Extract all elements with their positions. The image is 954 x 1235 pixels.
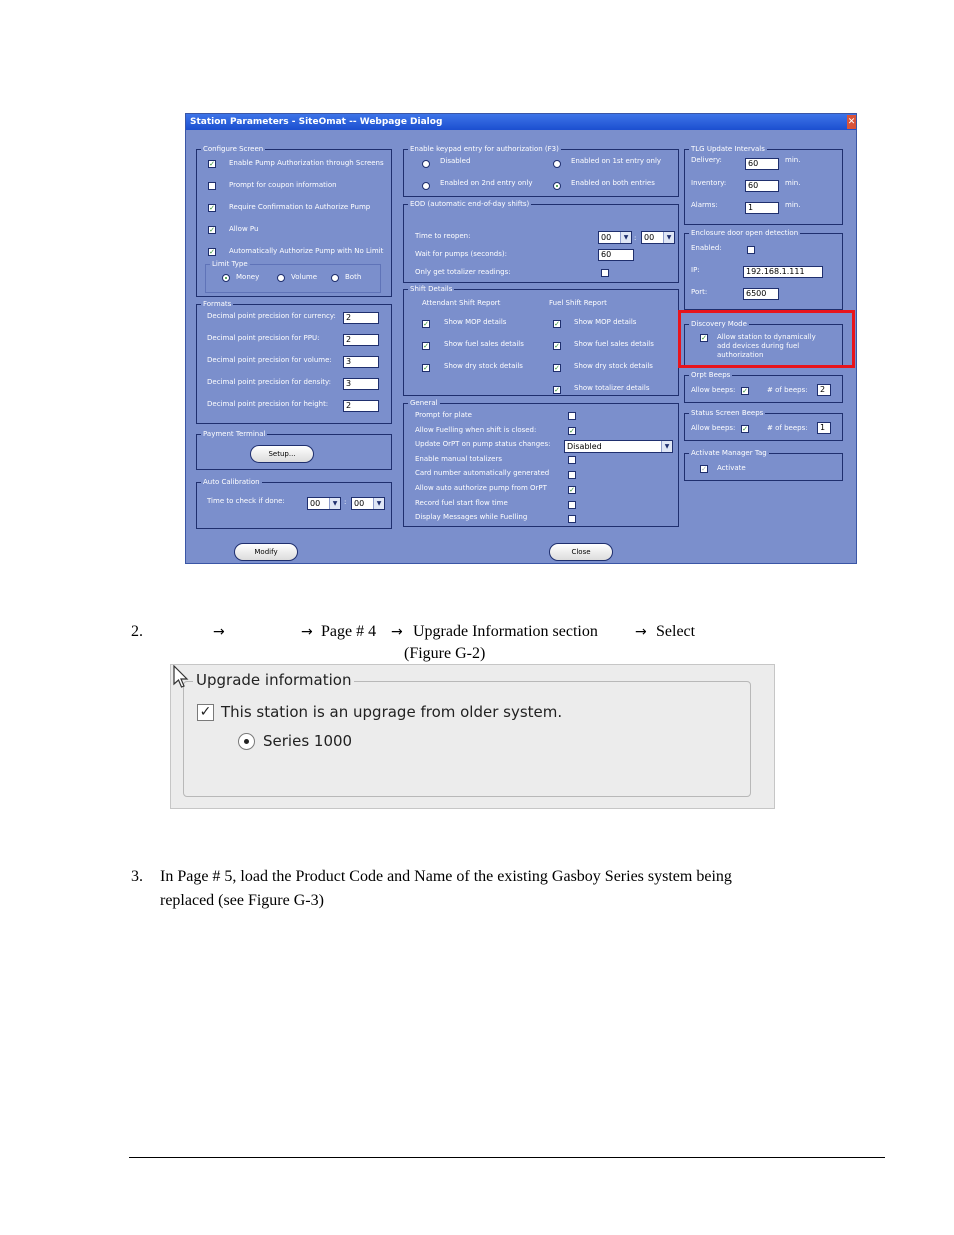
auto-calibration-label: Time to check if done:: [207, 497, 285, 505]
configure-screen-group: [196, 145, 392, 297]
auto-authorize-orpt-label: Allow auto authorize pump from OrPT: [415, 484, 547, 492]
att-mop-checkbox[interactable]: ✓: [423, 320, 429, 328]
record-flow-checkbox[interactable]: [568, 501, 576, 509]
currency-precision-input[interactable]: 2: [343, 312, 379, 324]
status-allow-checkbox[interactable]: ✓: [742, 425, 748, 433]
display-messages-label: Display Messages while Fuelling: [415, 513, 528, 521]
enclosure-door-legend: Enclosure door open detection: [691, 229, 799, 237]
figure-g2-caption: (Figure G-2): [404, 645, 486, 662]
delivery-unit: min.: [785, 156, 801, 164]
keypad-disabled-label: Disabled: [440, 157, 471, 165]
alarms-unit: min.: [785, 201, 801, 209]
keypad-disabled-radio[interactable]: [422, 160, 430, 168]
auto-calibration-group: [196, 478, 392, 529]
enclosure-door-group: [684, 229, 843, 310]
inventory-label: Inventory:: [691, 179, 727, 187]
dialog-footer: [186, 539, 856, 564]
status-beeps-legend: Status Screen Beeps: [691, 409, 764, 417]
card-number-checkbox[interactable]: [568, 471, 576, 479]
reopen-minute-select[interactable]: [641, 231, 675, 244]
fuel-mop-label: Show MOP details: [574, 318, 637, 326]
limit-type-group: [205, 260, 381, 293]
limit-money-label: Money: [236, 273, 260, 281]
auto-authorize-label: Automatically Authorize Pump with No Limit: [229, 247, 384, 255]
auto-calibration-minute-select[interactable]: [351, 497, 385, 510]
step-3-line-2: replaced (see Figure G-3): [160, 892, 324, 909]
limit-both-radio[interactable]: [331, 274, 339, 282]
reopen-separator: :: [634, 234, 637, 242]
height-precision-input[interactable]: 2: [343, 400, 379, 412]
orpt-beeps-group: [684, 371, 843, 403]
shift-details-legend: Shift Details: [410, 285, 453, 293]
keypad-first-entry-label: Enabled on 1st entry only: [571, 157, 662, 165]
auto-calibration-hour-value: 00: [310, 499, 321, 508]
eod-legend: EOD (automatic end-of-day shifts): [410, 200, 530, 208]
port-label: Port:: [691, 288, 708, 296]
manager-tag-label: Activate: [717, 464, 746, 472]
step-2-page: Page # 4: [321, 623, 377, 640]
close-button[interactable]: Close: [549, 543, 613, 561]
fuel-totalizer-checkbox[interactable]: ✓: [554, 386, 560, 394]
arrow-right-icon: →: [391, 624, 403, 640]
reopen-hour-select[interactable]: [598, 231, 632, 244]
fuel-fuel-sales-label: Show fuel sales details: [574, 340, 654, 348]
enable-pump-auth-label: Enable Pump Authorization through Screens: [229, 159, 384, 167]
enable-pump-auth-checkbox[interactable]: ✓: [209, 160, 215, 168]
record-flow-label: Record fuel start flow time: [415, 499, 508, 507]
prompt-coupon-label: Prompt for coupon information: [229, 181, 337, 189]
auto-calibration-minute-value: 00: [354, 499, 365, 508]
arrow-right-icon: →: [301, 624, 313, 640]
orpt-beeps-legend: Orpt Beeps: [691, 371, 731, 379]
delivery-input[interactable]: 60: [745, 158, 779, 170]
att-fuel-sales-label: Show fuel sales details: [444, 340, 524, 348]
keypad-entry-legend: Enable keypad entry for authorization (F3): [410, 145, 559, 153]
ip-input[interactable]: 192.168.1.111: [743, 266, 823, 278]
upgrade-station-label: This station is an upgrage from older system.: [221, 703, 563, 721]
setup-button[interactable]: Setup...: [250, 445, 314, 463]
general-legend: General: [410, 399, 438, 407]
fuel-fuel-sales-checkbox[interactable]: ✓: [554, 342, 560, 350]
upgrade-information-title: Upgrade information: [193, 671, 354, 689]
upgrade-information-panel: [170, 664, 775, 809]
upgrade-station-checkbox[interactable]: ✓: [197, 704, 214, 721]
volume-precision-label: Decimal point precision for volume:: [207, 356, 332, 364]
arrow-right-icon: →: [635, 624, 647, 640]
att-dry-stock-label: Show dry stock details: [444, 362, 523, 370]
reopen-time-label: Time to reopen:: [415, 232, 471, 240]
chevron-down-icon: ▼: [620, 232, 631, 243]
update-orpt-select[interactable]: [564, 440, 673, 453]
discovery-mode-highlight: [678, 310, 855, 368]
inventory-input[interactable]: 60: [745, 180, 779, 192]
port-input[interactable]: 6500: [743, 288, 779, 300]
keypad-both-entries-radio[interactable]: [553, 182, 561, 190]
orpt-allow-label: Allow beeps:: [691, 386, 736, 394]
manager-tag-legend: Activate Manager Tag: [691, 449, 767, 457]
manual-totalizers-checkbox[interactable]: [568, 456, 576, 464]
general-group: [403, 399, 679, 527]
keypad-both-entries-label: Enabled on both entries: [571, 179, 655, 187]
alarms-input[interactable]: 1: [745, 202, 779, 214]
reopen-minute-value: 00: [644, 233, 655, 242]
require-confirmation-label: Require Confirmation to Authorize Pump: [229, 203, 371, 211]
keypad-second-entry-radio[interactable]: [422, 182, 430, 190]
density-precision-label: Decimal point precision for density:: [207, 378, 332, 386]
manager-tag-checkbox[interactable]: ✓: [701, 465, 707, 473]
attendant-report-header: Attendant Shift Report: [422, 299, 501, 307]
update-orpt-label: Update OrPT on pump status changes:: [415, 440, 551, 448]
display-messages-checkbox[interactable]: [568, 515, 576, 523]
close-icon[interactable]: ✕: [847, 117, 856, 127]
keypad-entry-group: [403, 145, 679, 197]
footer-rule: [129, 1157, 885, 1158]
allow-fuelling-checkbox[interactable]: ✓: [569, 427, 575, 435]
enclosure-enabled-label: Enabled:: [691, 244, 722, 252]
wait-pumps-input[interactable]: 60: [598, 249, 634, 261]
ppu-precision-label: Decimal point precision for PPU:: [207, 334, 320, 342]
inventory-unit: min.: [785, 179, 801, 187]
discovery-mode-checkbox[interactable]: ✓: [701, 334, 707, 342]
keypad-second-entry-label: Enabled on 2nd entry only: [440, 179, 533, 187]
limit-type-legend: Limit Type: [212, 260, 248, 268]
currency-precision-label: Decimal point precision for currency:: [207, 312, 336, 320]
payment-terminal-group: [196, 430, 392, 470]
ppu-precision-input[interactable]: 2: [343, 334, 379, 346]
series-1000-label: Series 1000: [263, 732, 353, 750]
require-confirmation-checkbox[interactable]: ✓: [209, 204, 215, 212]
reopen-hour-value: 00: [601, 233, 612, 242]
series-1000-radio[interactable]: [238, 733, 255, 750]
step-3-line-1: In Page # 5, load the Product Code and Name of the existing Gasboy Series system being: [160, 868, 732, 885]
fuel-mop-checkbox[interactable]: ✓: [554, 320, 560, 328]
allow-fuelling-label: Allow Fuelling when shift is closed:: [415, 426, 537, 434]
prompt-coupon-checkbox[interactable]: [208, 182, 216, 190]
fuel-totalizer-label: Show totalizer details: [574, 384, 650, 392]
volume-precision-input[interactable]: 3: [343, 356, 379, 368]
status-count-input[interactable]: 1: [817, 422, 831, 434]
wait-pumps-label: Wait for pumps (seconds):: [415, 250, 507, 258]
status-count-label: # of beeps:: [767, 424, 808, 432]
station-parameters-dialog: [185, 113, 857, 564]
height-precision-label: Decimal point precision for height:: [207, 400, 329, 408]
fuel-dry-stock-label: Show dry stock details: [574, 362, 653, 370]
auto-authorize-orpt-checkbox[interactable]: ✓: [569, 486, 575, 494]
chevron-down-icon: ▼: [661, 441, 672, 452]
prompt-plate-label: Prompt for plate: [415, 411, 472, 419]
discovery-line-2: add devices during fuel: [717, 342, 800, 350]
chevron-down-icon: ▼: [329, 498, 340, 509]
alarms-label: Alarms:: [691, 201, 718, 209]
orpt-allow-checkbox[interactable]: ✓: [742, 387, 748, 395]
step-2-number: 2.: [131, 623, 143, 640]
update-orpt-value: Disabled: [567, 442, 602, 451]
limit-volume-label: Volume: [291, 273, 318, 281]
keypad-first-entry-radio[interactable]: [553, 160, 561, 168]
totalizer-only-checkbox[interactable]: [601, 269, 609, 277]
configure-screen-legend: Configure Screen: [203, 145, 264, 153]
totalizer-only-label: Only get totalizer readings:: [415, 268, 511, 276]
auto-authorize-checkbox[interactable]: ✓: [209, 248, 215, 256]
ip-label: IP:: [691, 266, 700, 274]
delivery-label: Delivery:: [691, 156, 722, 164]
eod-group: [403, 200, 679, 283]
discovery-mode-legend: Discovery Mode: [691, 320, 747, 328]
step-3-number: 3.: [131, 868, 143, 885]
status-allow-label: Allow beeps:: [691, 424, 736, 432]
fuel-dry-stock-checkbox[interactable]: ✓: [554, 364, 560, 372]
discovery-line-3: authorization: [717, 351, 764, 359]
auto-calibration-legend: Auto Calibration: [203, 478, 260, 486]
step-2-section: Upgrade Information section: [413, 623, 598, 640]
tlg-intervals-group: [684, 145, 843, 225]
allow-pu-checkbox[interactable]: ✓: [209, 226, 215, 234]
orpt-count-input[interactable]: 2: [817, 384, 831, 396]
chevron-down-icon: ▼: [663, 232, 674, 243]
manager-tag-group: [684, 449, 843, 481]
shift-details-group: [403, 285, 679, 396]
card-number-label: Card number automatically generated: [415, 469, 550, 477]
step-2-select: Select: [656, 623, 696, 640]
limit-both-label: Both: [345, 273, 362, 281]
att-dry-stock-checkbox[interactable]: ✓: [423, 364, 429, 372]
auto-calibration-separator: :: [344, 498, 347, 506]
discovery-line-1: Allow station to dynamically: [717, 333, 816, 341]
att-fuel-sales-checkbox[interactable]: ✓: [423, 342, 429, 350]
att-mop-label: Show MOP details: [444, 318, 507, 326]
prompt-plate-checkbox[interactable]: [568, 412, 576, 420]
auto-calibration-hour-select[interactable]: [307, 497, 341, 510]
modify-button[interactable]: Modify: [234, 543, 298, 561]
mouse-pointer-icon: [173, 665, 189, 689]
enclosure-enabled-checkbox[interactable]: [747, 246, 755, 254]
limit-money-radio[interactable]: [222, 274, 230, 282]
formats-group: [196, 300, 392, 424]
orpt-count-label: # of beeps:: [767, 386, 808, 394]
tlg-intervals-legend: TLG Update Intervals: [691, 145, 765, 153]
limit-volume-radio[interactable]: [277, 274, 285, 282]
status-beeps-group: [684, 409, 843, 441]
allow-pu-label: Allow Pu: [229, 225, 259, 233]
payment-terminal-legend: Payment Terminal: [203, 430, 266, 438]
dialog-title: Station Parameters - SiteOmat -- Webpage Dialog: [186, 114, 856, 130]
formats-legend: Formats: [203, 300, 232, 308]
arrow-right-icon: →: [213, 624, 225, 640]
chevron-down-icon: ▼: [373, 498, 384, 509]
manual-totalizers-label: Enable manual totalizers: [415, 455, 502, 463]
fuel-report-header: Fuel Shift Report: [549, 299, 607, 307]
density-precision-input[interactable]: 3: [343, 378, 379, 390]
